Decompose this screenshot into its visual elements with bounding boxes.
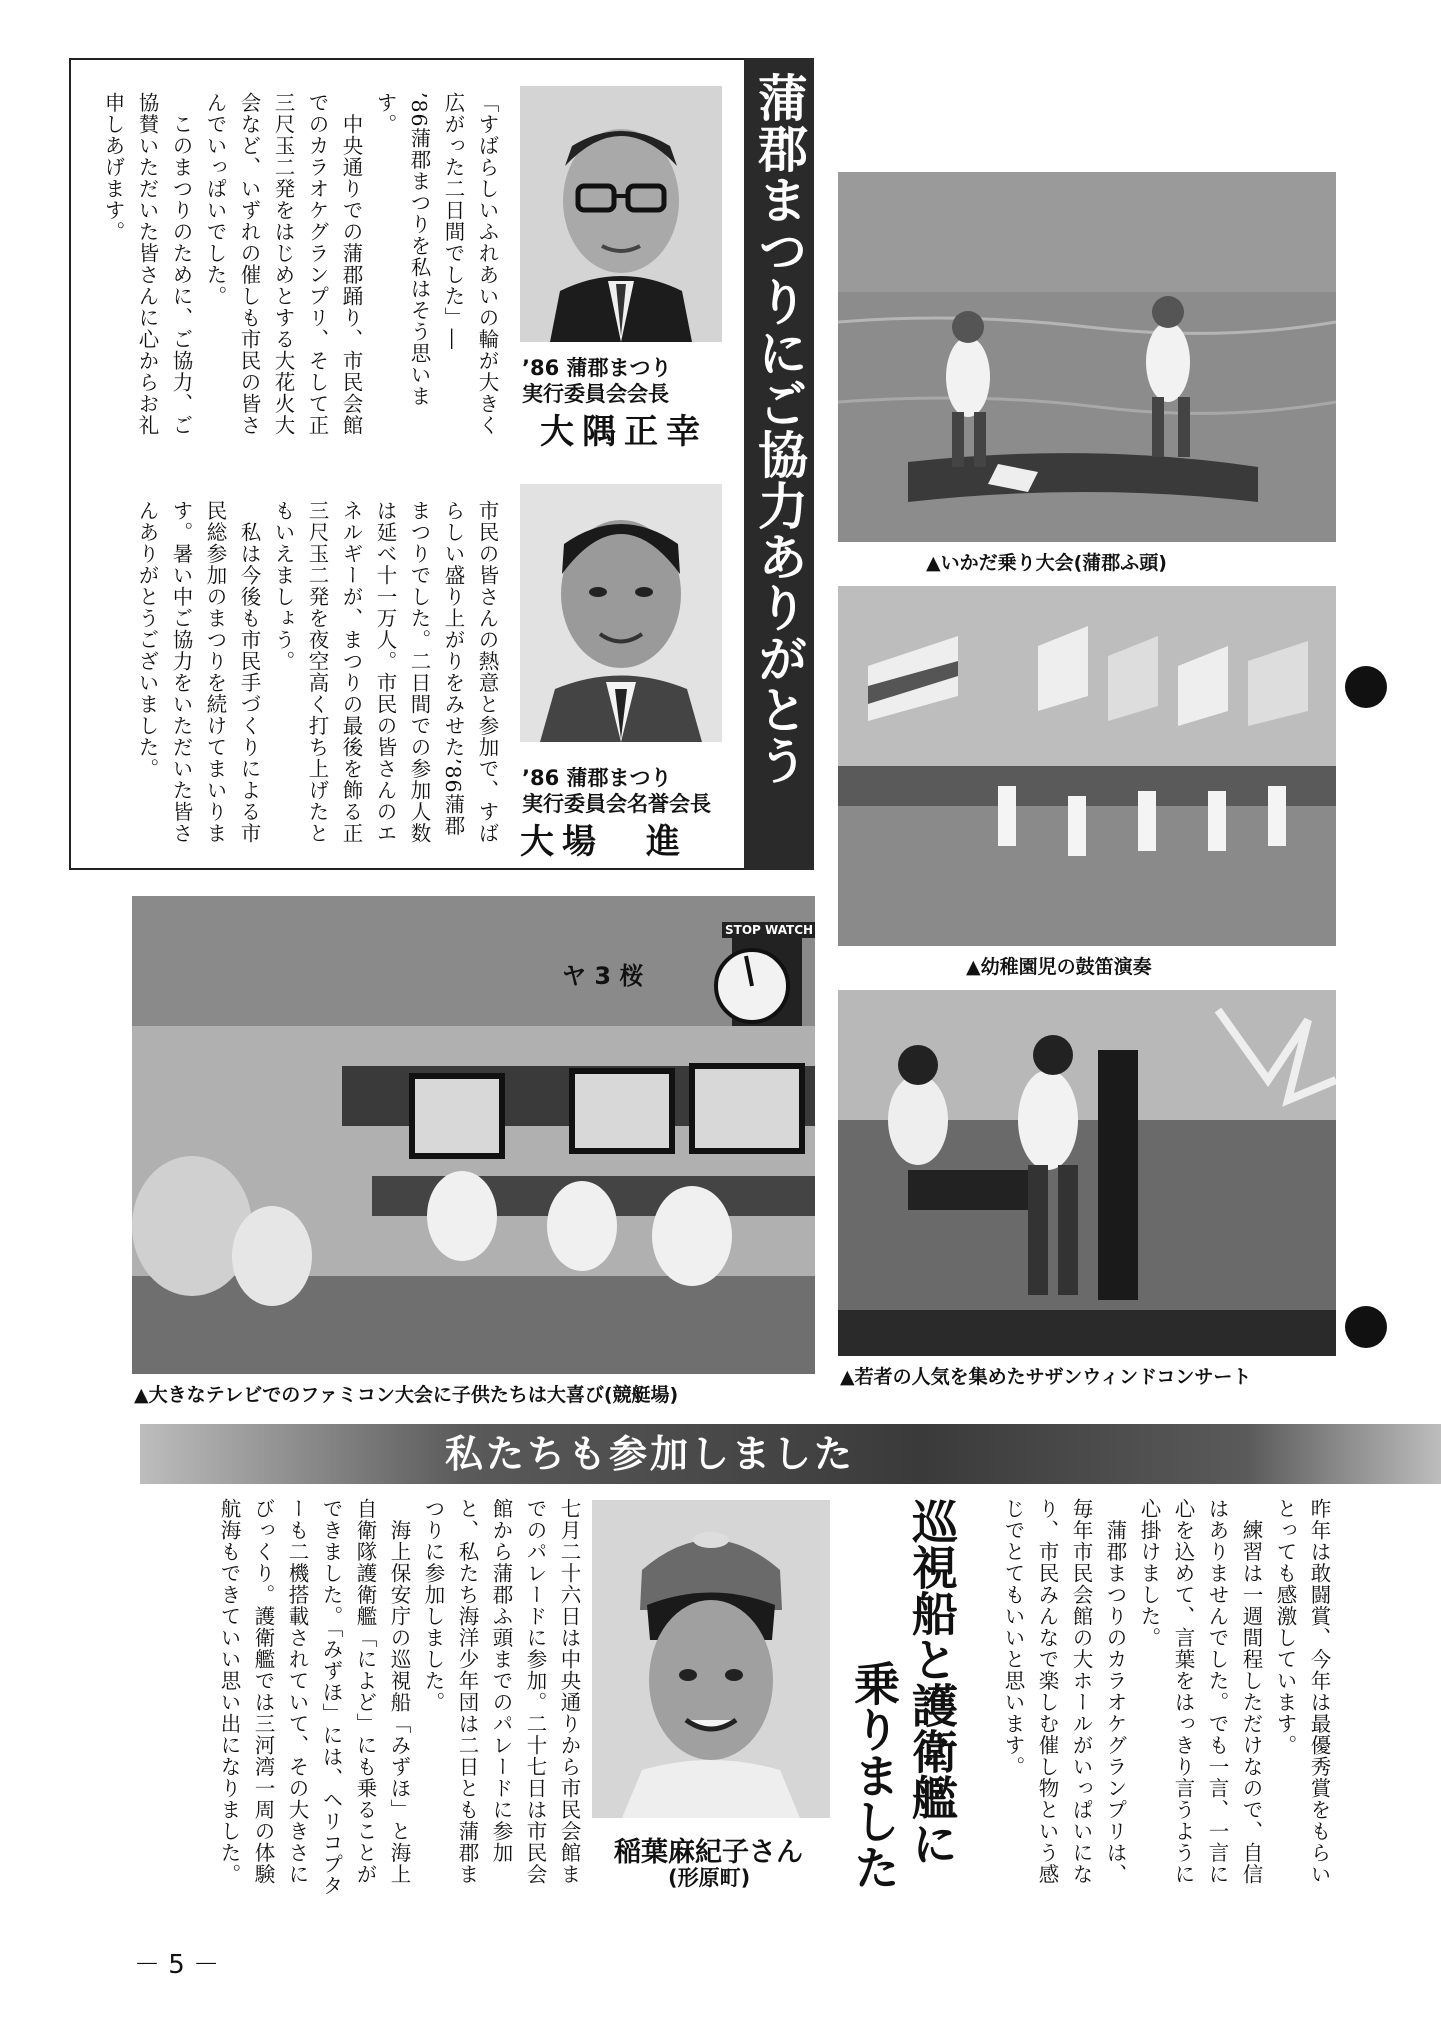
bullet-dot-1 [1345, 666, 1387, 708]
caption-concert: ▲若者の人気を集めたサザンウィンドコンサート [840, 1366, 1252, 1388]
chairman-name: 大隅正幸 [540, 412, 708, 452]
greeting-honorary-text: 市民の皆さんの熱意と参加で、すばらしい盛り上がりをみせた’86蒲郡まつりでした。二日間での参加人数は延べ十一万人。市民の皆さんのエネルギーが、まつりの最後を飾る正三尺玉二発を夜空高く打ち上げたともいえましょう。 私は今後も市民手づくりによる市民総参加のまつりを続けてまいります。暑い中ご協力をいただいた皆さんありがとうございました。 [135, 500, 499, 844]
photo-concert [838, 990, 1336, 1356]
person-name: 稲葉麻紀子さん [614, 1837, 803, 1868]
photo-kindergarten-band [838, 586, 1336, 946]
article-ship-headline-2: 乗りました [847, 1660, 901, 1890]
caption-famicom: ▲大きなテレビでのファミコン大会に子供たちは大喜び(競艇場) [134, 1384, 679, 1406]
section-banner-text: 私たちも参加しました [444, 1432, 855, 1476]
article-ship-headline-1: 巡視船と護衛艦に [905, 1498, 959, 1866]
booth-sign: ヤ 3 桜 [562, 962, 644, 990]
bullet-dot-2 [1345, 1306, 1387, 1348]
chairman-role-1: ’86 蒲郡まつり [522, 356, 672, 380]
person-place: (形原町) [668, 1866, 751, 1890]
article-ship-text: 七月二十六日は中央通りから市民会館までのパレードに参加。二十七日は市民会館から蒲郡ふ頭までのパレードに参加と、私たち海洋少年団は二日とも蒲郡まつりに参加しました。 海上保安庁の巡視船「みずほ」と海上自衛隊護衛艦「によど」にも乗ることができました。「みずほ」には、ヘリコプターも二機搭載されていて、その大きさにびっくり。護衛艦では三河湾一周の体験航海もできていい思い出になりました。 [217, 1498, 581, 1897]
article-karaoke-text: 昨年は敢闘賞、今年は最優秀賞をもらいとっても感激しています。 練習は一週間程しただけなので、自信はありませんでした。でも一言、一言に心を込めて、言葉をはっきり言うように心掛けました。 蒲郡まつりのカラオケグランプリは、毎年市民会館の大ホールがいっぱいになり、市民みんなで楽しむ催し物という感じでとてもいいと思います。 [1001, 1498, 1331, 1885]
page-number: － 5 － [134, 1950, 220, 1980]
honorary-role-2: 実行委員会名誉会長 [522, 792, 711, 816]
caption-raft-race: ▲いかだ乗り大会(蒲郡ふ頭) [926, 552, 1167, 574]
portrait-girl [592, 1500, 830, 1818]
honorary-role-1: ’86 蒲郡まつり [522, 766, 672, 790]
photo-famicom-tournament [132, 896, 815, 1374]
greeting-chairman-text: 「すばらしいふれあいの輪が大きく広がった二日間でした」― ’86蒲郡まつりを私はそう思います。 中央通りでの蒲郡踊り、市民会館でのカラオケグランプリ、そして正三尺玉二発をはじめとする大花火大会など、いずれの催しも市民の皆さんでいっぱいでした。 このまつりのために、ご協力、ご協賛いただいた皆さんに心からお礼申しあげます。 [101, 92, 499, 436]
portrait-honorary-chairman [520, 484, 722, 742]
caption-kindergarten-band: ▲幼稚園児の鼓笛演奏 [966, 956, 1152, 978]
stop-watch-sign: STOP WATCH [722, 922, 815, 938]
portrait-chairman [520, 86, 722, 342]
photo-raft-race [838, 172, 1336, 542]
chairman-role-2: 実行委員会会長 [522, 382, 669, 406]
honorary-name: 大場 進 [520, 822, 688, 862]
title-banner-text: 蒲郡まつりにご協力ありがとう [750, 72, 809, 786]
